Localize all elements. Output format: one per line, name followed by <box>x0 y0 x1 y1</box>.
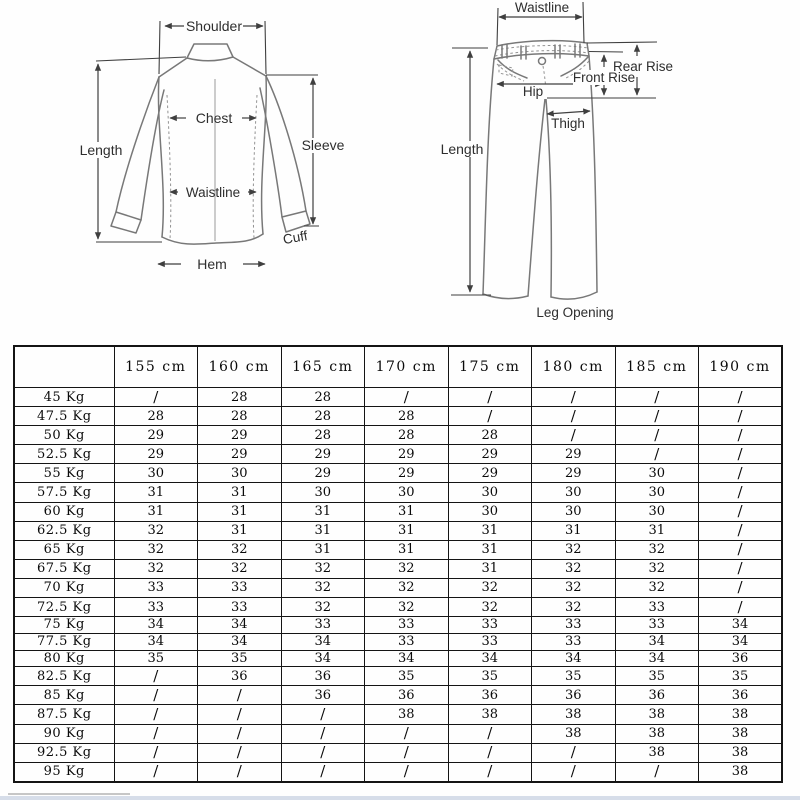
size-cell: 32 <box>448 598 532 617</box>
pants-hip-label: Hip <box>522 84 544 99</box>
table-row <box>14 521 782 540</box>
col-header: 155 cm <box>114 346 198 388</box>
pants-leg-opening-label: Leg Opening <box>536 305 614 320</box>
table-row <box>14 464 782 483</box>
col-header: 170 cm <box>365 346 449 388</box>
size-cell: 36 <box>448 686 532 705</box>
size-cell: / <box>699 407 783 426</box>
size-cell: 30 <box>365 483 449 502</box>
size-cell: 32 <box>114 540 198 559</box>
size-cell: 36 <box>281 667 365 686</box>
measurement-diagrams <box>0 0 800 336</box>
size-cell: 34 <box>448 650 532 667</box>
size-cell: 38 <box>615 743 699 762</box>
size-cell: 30 <box>615 483 699 502</box>
col-header: 175 cm <box>448 346 532 388</box>
size-cell: 33 <box>615 617 699 634</box>
size-cell: / <box>114 667 198 686</box>
row-header: 95 Kg <box>14 762 114 782</box>
size-cell: / <box>114 705 198 724</box>
size-cell: 34 <box>281 633 365 650</box>
size-cell: 32 <box>615 559 699 578</box>
size-cell: / <box>365 724 449 743</box>
size-cell: 29 <box>198 426 282 445</box>
size-chart-table-container <box>13 345 783 783</box>
size-cell: 32 <box>532 578 616 597</box>
bottom-strip <box>0 796 800 800</box>
shirt-outline <box>111 44 310 244</box>
size-cell: 28 <box>198 388 282 407</box>
size-cell: / <box>615 762 699 782</box>
size-cell: 30 <box>615 464 699 483</box>
size-cell: 31 <box>448 559 532 578</box>
size-cell: 32 <box>448 578 532 597</box>
pants-rear-rise-label: Rear Rise <box>612 59 674 74</box>
size-cell: 32 <box>532 540 616 559</box>
size-cell: 28 <box>198 407 282 426</box>
size-cell: 30 <box>448 502 532 521</box>
size-cell: 33 <box>281 617 365 634</box>
size-cell: 36 <box>615 686 699 705</box>
size-cell: 31 <box>281 540 365 559</box>
size-cell: / <box>699 559 783 578</box>
size-cell: 30 <box>114 464 198 483</box>
size-cell: 32 <box>114 559 198 578</box>
pants-front-rise-label: Front Rise <box>572 70 636 85</box>
size-table <box>13 345 783 783</box>
table-row <box>14 502 782 521</box>
size-cell: 35 <box>365 667 449 686</box>
size-cell: 38 <box>532 724 616 743</box>
size-cell: / <box>615 426 699 445</box>
table-row <box>14 426 782 445</box>
row-header: 77.5 Kg <box>14 633 114 650</box>
size-cell: 35 <box>198 650 282 667</box>
size-cell: 38 <box>615 724 699 743</box>
table-row <box>14 633 782 650</box>
size-cell: 33 <box>198 578 282 597</box>
size-cell: 33 <box>532 633 616 650</box>
size-cell: 29 <box>114 426 198 445</box>
size-cell: 34 <box>615 650 699 667</box>
shirt-sleeve-label: Sleeve <box>301 137 345 153</box>
size-cell: / <box>699 521 783 540</box>
size-cell: 30 <box>198 464 282 483</box>
size-cell: 32 <box>281 559 365 578</box>
row-header: 80 Kg <box>14 650 114 667</box>
shirt-diagram <box>78 18 345 272</box>
size-cell: / <box>281 724 365 743</box>
size-cell: 29 <box>448 445 532 464</box>
size-cell: 34 <box>114 617 198 634</box>
size-cell: 33 <box>448 633 532 650</box>
size-cell: 36 <box>699 686 783 705</box>
size-cell: 32 <box>615 540 699 559</box>
size-cell: / <box>699 578 783 597</box>
size-cell: 35 <box>114 650 198 667</box>
row-header: 47.5 Kg <box>14 407 114 426</box>
size-cell: / <box>448 388 532 407</box>
size-cell: / <box>615 407 699 426</box>
size-cell: 31 <box>448 540 532 559</box>
row-header: 52.5 Kg <box>14 445 114 464</box>
size-cell: 36 <box>198 667 282 686</box>
row-header: 90 Kg <box>14 724 114 743</box>
row-header: 92.5 Kg <box>14 743 114 762</box>
col-header: 185 cm <box>615 346 699 388</box>
size-cell: 33 <box>114 578 198 597</box>
table-row <box>14 743 782 762</box>
size-cell: / <box>114 388 198 407</box>
shirt-waistline-label: Waistline <box>185 185 241 200</box>
scan-artifact-line <box>8 793 130 795</box>
size-cell: 31 <box>114 502 198 521</box>
size-cell: / <box>532 762 616 782</box>
size-cell: 28 <box>448 426 532 445</box>
col-header: 160 cm <box>198 346 282 388</box>
pants-thigh-label: Thigh <box>551 116 585 131</box>
col-header: 180 cm <box>532 346 616 388</box>
size-cell: / <box>114 762 198 782</box>
size-cell: 28 <box>365 426 449 445</box>
size-cell: 33 <box>365 633 449 650</box>
size-cell: 31 <box>365 502 449 521</box>
size-cell: / <box>198 762 282 782</box>
size-cell: / <box>365 762 449 782</box>
size-cell: 33 <box>198 598 282 617</box>
size-cell: / <box>699 426 783 445</box>
size-cell: 32 <box>532 598 616 617</box>
size-cell: 29 <box>365 464 449 483</box>
size-cell: 38 <box>699 705 783 724</box>
size-cell: 35 <box>532 667 616 686</box>
row-header: 60 Kg <box>14 502 114 521</box>
size-cell: 32 <box>615 578 699 597</box>
size-cell: 32 <box>365 559 449 578</box>
size-cell: 31 <box>365 521 449 540</box>
shirt-cuff-label: Cuff <box>281 228 309 248</box>
size-cell: 33 <box>532 617 616 634</box>
size-cell: / <box>699 445 783 464</box>
size-cell: 34 <box>699 633 783 650</box>
size-cell: 30 <box>532 502 616 521</box>
size-cell: 38 <box>699 762 783 782</box>
size-cell: 34 <box>699 617 783 634</box>
size-cell: / <box>699 540 783 559</box>
size-cell: / <box>448 724 532 743</box>
table-row <box>14 650 782 667</box>
size-cell: 30 <box>448 483 532 502</box>
size-cell: / <box>448 407 532 426</box>
size-cell: 30 <box>281 483 365 502</box>
pants-length-label: Length <box>440 141 484 157</box>
size-cell: / <box>615 388 699 407</box>
pants-waistline-label: Waistline <box>514 0 570 15</box>
size-cell: 31 <box>198 502 282 521</box>
table-row <box>14 407 782 426</box>
table-row <box>14 705 782 724</box>
col-header: 165 cm <box>281 346 365 388</box>
size-cell: 36 <box>365 686 449 705</box>
size-cell: / <box>699 464 783 483</box>
size-cell: 29 <box>532 445 616 464</box>
size-cell: / <box>198 705 282 724</box>
row-header: 55 Kg <box>14 464 114 483</box>
size-cell: 34 <box>198 633 282 650</box>
size-cell: 31 <box>281 502 365 521</box>
size-cell: 36 <box>532 686 616 705</box>
row-header: 65 Kg <box>14 540 114 559</box>
size-cell: / <box>448 743 532 762</box>
size-cell: 32 <box>198 540 282 559</box>
row-header: 57.5 Kg <box>14 483 114 502</box>
size-cell: 33 <box>365 617 449 634</box>
col-header: 190 cm <box>699 346 783 388</box>
size-cell: 38 <box>448 705 532 724</box>
row-header: 85 Kg <box>14 686 114 705</box>
size-cell: 31 <box>365 540 449 559</box>
size-cell: 28 <box>281 407 365 426</box>
size-cell: 35 <box>448 667 532 686</box>
size-cell: 31 <box>532 521 616 540</box>
size-cell: 31 <box>615 521 699 540</box>
size-cell: / <box>532 743 616 762</box>
size-cell: 38 <box>699 724 783 743</box>
size-cell: 30 <box>532 483 616 502</box>
size-cell: 29 <box>532 464 616 483</box>
size-cell: 29 <box>448 464 532 483</box>
size-cell: 32 <box>114 521 198 540</box>
table-row <box>14 388 782 407</box>
size-cell: 31 <box>198 483 282 502</box>
size-cell: 34 <box>198 617 282 634</box>
table-row <box>14 483 782 502</box>
table-row <box>14 598 782 617</box>
size-cell: 32 <box>365 578 449 597</box>
size-cell: / <box>699 483 783 502</box>
size-cell: / <box>365 743 449 762</box>
size-table-body <box>14 388 782 783</box>
size-cell: 31 <box>198 521 282 540</box>
size-cell: / <box>281 743 365 762</box>
size-cell: / <box>448 762 532 782</box>
size-cell: 36 <box>281 686 365 705</box>
table-row <box>14 559 782 578</box>
size-cell: 33 <box>448 617 532 634</box>
size-cell: 38 <box>365 705 449 724</box>
size-cell: / <box>699 388 783 407</box>
size-cell: 28 <box>281 426 365 445</box>
shirt-hem-label: Hem <box>197 256 227 272</box>
size-cell: / <box>365 388 449 407</box>
size-cell: 34 <box>532 650 616 667</box>
size-cell: 32 <box>532 559 616 578</box>
row-header: 75 Kg <box>14 617 114 634</box>
row-header: 82.5 Kg <box>14 667 114 686</box>
size-cell: 29 <box>365 445 449 464</box>
size-cell: 34 <box>615 633 699 650</box>
size-cell: / <box>532 388 616 407</box>
size-cell: 28 <box>114 407 198 426</box>
size-cell: / <box>281 705 365 724</box>
size-cell: / <box>281 762 365 782</box>
row-header: 62.5 Kg <box>14 521 114 540</box>
size-cell: 38 <box>615 705 699 724</box>
table-row <box>14 686 782 705</box>
size-cell: 32 <box>281 598 365 617</box>
size-cell: 35 <box>615 667 699 686</box>
table-row <box>14 617 782 634</box>
size-cell: 32 <box>365 598 449 617</box>
size-cell: 33 <box>615 598 699 617</box>
shirt-length-label: Length <box>79 142 123 158</box>
size-cell: / <box>699 502 783 521</box>
size-cell: / <box>198 743 282 762</box>
shirt-chest-label: Chest <box>195 110 233 126</box>
size-cell: 35 <box>699 667 783 686</box>
table-row <box>14 445 782 464</box>
size-cell: 34 <box>281 650 365 667</box>
corner-cell <box>14 346 114 388</box>
size-cell: / <box>114 724 198 743</box>
size-cell: 29 <box>281 464 365 483</box>
size-cell: / <box>198 686 282 705</box>
size-cell: 34 <box>114 633 198 650</box>
size-cell: 31 <box>448 521 532 540</box>
size-cell: 32 <box>198 559 282 578</box>
size-cell: 31 <box>114 483 198 502</box>
table-row <box>14 540 782 559</box>
size-cell: 29 <box>114 445 198 464</box>
row-header: 70 Kg <box>14 578 114 597</box>
size-cell: 28 <box>365 407 449 426</box>
row-header: 50 Kg <box>14 426 114 445</box>
size-cell: 28 <box>281 388 365 407</box>
size-cell: 31 <box>281 521 365 540</box>
row-header: 87.5 Kg <box>14 705 114 724</box>
table-row <box>14 578 782 597</box>
pants-diagram <box>439 0 674 320</box>
table-row <box>14 762 782 782</box>
size-cell: / <box>699 598 783 617</box>
size-cell: 30 <box>615 502 699 521</box>
shirt-labels <box>78 18 345 272</box>
header-row <box>14 346 782 388</box>
row-header: 72.5 Kg <box>14 598 114 617</box>
row-header: 45 Kg <box>14 388 114 407</box>
size-cell: 34 <box>365 650 449 667</box>
size-cell: / <box>198 724 282 743</box>
size-cell: 32 <box>281 578 365 597</box>
row-header: 67.5 Kg <box>14 559 114 578</box>
table-row <box>14 667 782 686</box>
size-cell: 29 <box>198 445 282 464</box>
size-cell: / <box>114 743 198 762</box>
shirt-shoulder-label: Shoulder <box>185 18 243 34</box>
size-cell: / <box>615 445 699 464</box>
size-cell: / <box>532 426 616 445</box>
size-cell: 36 <box>699 650 783 667</box>
size-cell: / <box>114 686 198 705</box>
size-cell: 38 <box>699 743 783 762</box>
size-cell: 29 <box>281 445 365 464</box>
size-cell: 33 <box>114 598 198 617</box>
size-cell: / <box>532 407 616 426</box>
size-cell: 38 <box>532 705 616 724</box>
table-row <box>14 724 782 743</box>
